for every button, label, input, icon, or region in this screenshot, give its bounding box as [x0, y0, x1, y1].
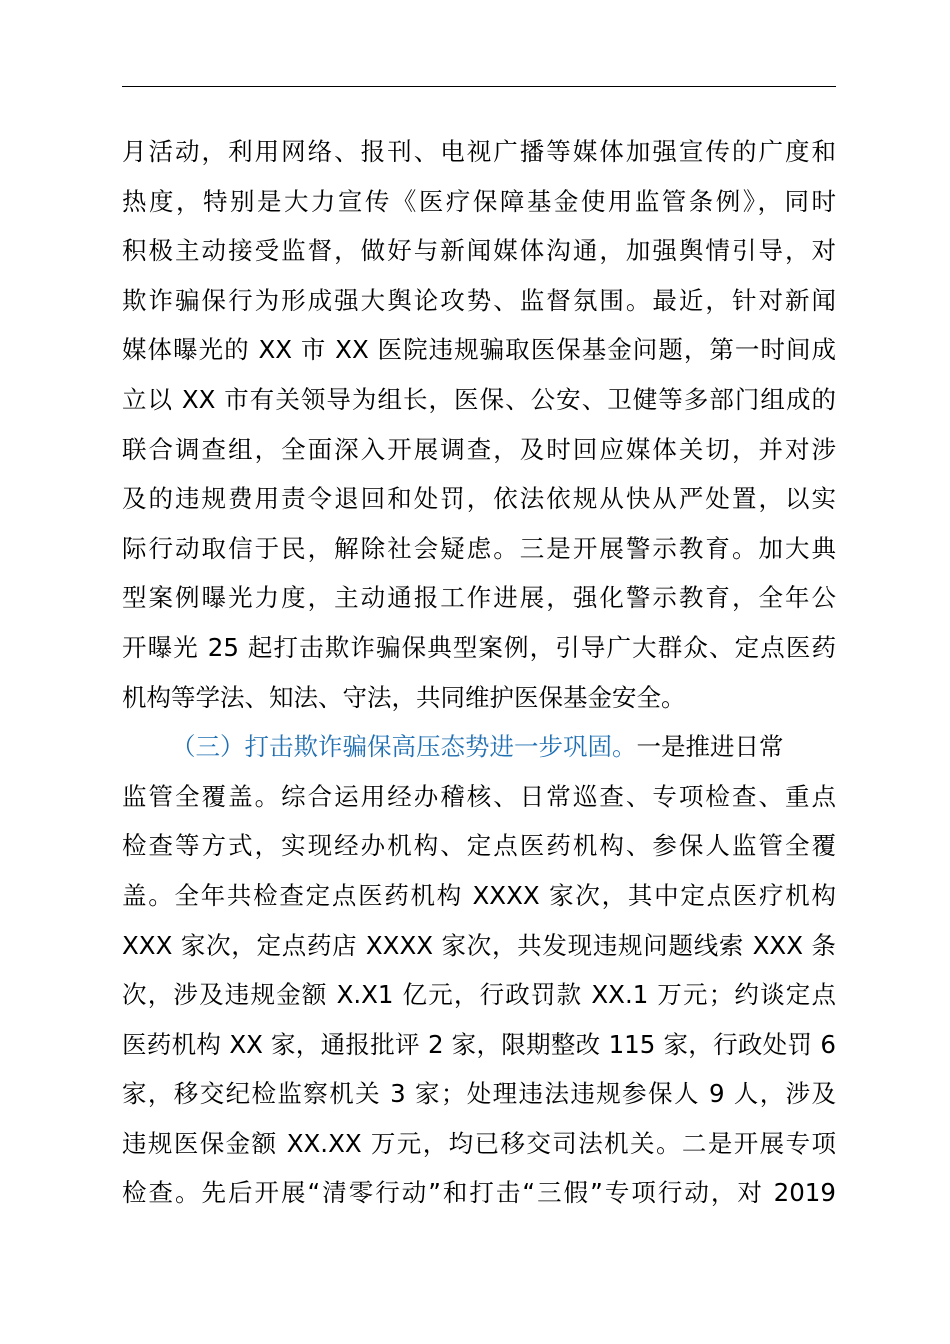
- paragraph-line: 家，移交纪检监察机关 3 家；处理违法违规参保人 9 人，涉及: [122, 1079, 836, 1109]
- document-body: [122, 127, 836, 1218]
- paragraph-line: 医药机构 XX 家，通报批评 2 家，限期整改 115 家，行政处罚 6: [122, 1029, 836, 1059]
- paragraph-line: 际行动取信于民，解除社会疑虑。三是开展警示教育。加大典: [122, 533, 836, 563]
- paragraph-line: 型案例曝光力度，主动通报工作进展，强化警示教育，全年公: [122, 583, 836, 613]
- paragraph-line: 立以 XX 市有关领导为组长，医保、公安、卫健等多部门组成的: [122, 384, 836, 414]
- paragraph-line: 积极主动接受监督，做好与新闻媒体沟通，加强舆情引导，对: [122, 236, 836, 266]
- paragraph-line: 欺诈骗保行为形成强大舆论攻势、监督氛围。最近，针对新闻: [122, 285, 836, 315]
- paragraph-line: 检查等方式，实现经办机构、定点医药机构、参保人监管全覆: [122, 831, 836, 861]
- paragraph-line: 联合调查组，全面深入开展调查，及时回应媒体关切，并对涉: [122, 434, 836, 464]
- section-first-line: [122, 722, 836, 772]
- paragraph-line: 监管全覆盖。综合运用经办稽核、日常巡查、专项检查、重点: [122, 781, 836, 811]
- paragraph-line: 检查。先后开展“清零行动”和打击“三假”专项行动，对 2019: [122, 1178, 836, 1208]
- paragraph-line: 开曝光 25 起打击欺诈骗保典型案例，引导广大群众、定点医药: [122, 632, 836, 662]
- paragraph-line: 及的违规费用责令退回和处罚，依法依规从快从严处置，以实: [122, 484, 836, 514]
- paragraph-line: 机构等学法、知法、守法，共同维护医保基金安全。: [122, 682, 686, 712]
- paragraph-line: 次，涉及违规金额 X.X1 亿元，行政罚款 XX.1 万元；约谈定点: [122, 980, 836, 1010]
- paragraph-line: 热度，特别是大力宣传《医疗保障基金使用监管条例》，同时: [122, 186, 836, 216]
- section-heading: （三）打击欺诈骗保高压态势进一步巩固。: [171, 732, 637, 762]
- paragraph-line: 盖。全年共检查定点医药机构 XXXX 家次，其中定点医疗机构: [122, 880, 836, 910]
- header-rule: [122, 86, 836, 87]
- paragraph-line: 违规医保金额 XX.XX 万元，均已移交司法机关。二是开展专项: [122, 1128, 836, 1158]
- section-first-line-rest: 一是推进日常: [636, 732, 784, 762]
- paragraph-line: 媒体曝光的 XX 市 XX 医院违规骗取医保基金问题，第一时间成: [122, 335, 836, 365]
- paragraph-line: 月活动，利用网络、报刊、电视广播等媒体加强宣传的广度和: [122, 137, 836, 166]
- paragraph-line: XXX 家次，定点药店 XXXX 家次，共发现违规问题线索 XXX 条: [122, 930, 836, 960]
